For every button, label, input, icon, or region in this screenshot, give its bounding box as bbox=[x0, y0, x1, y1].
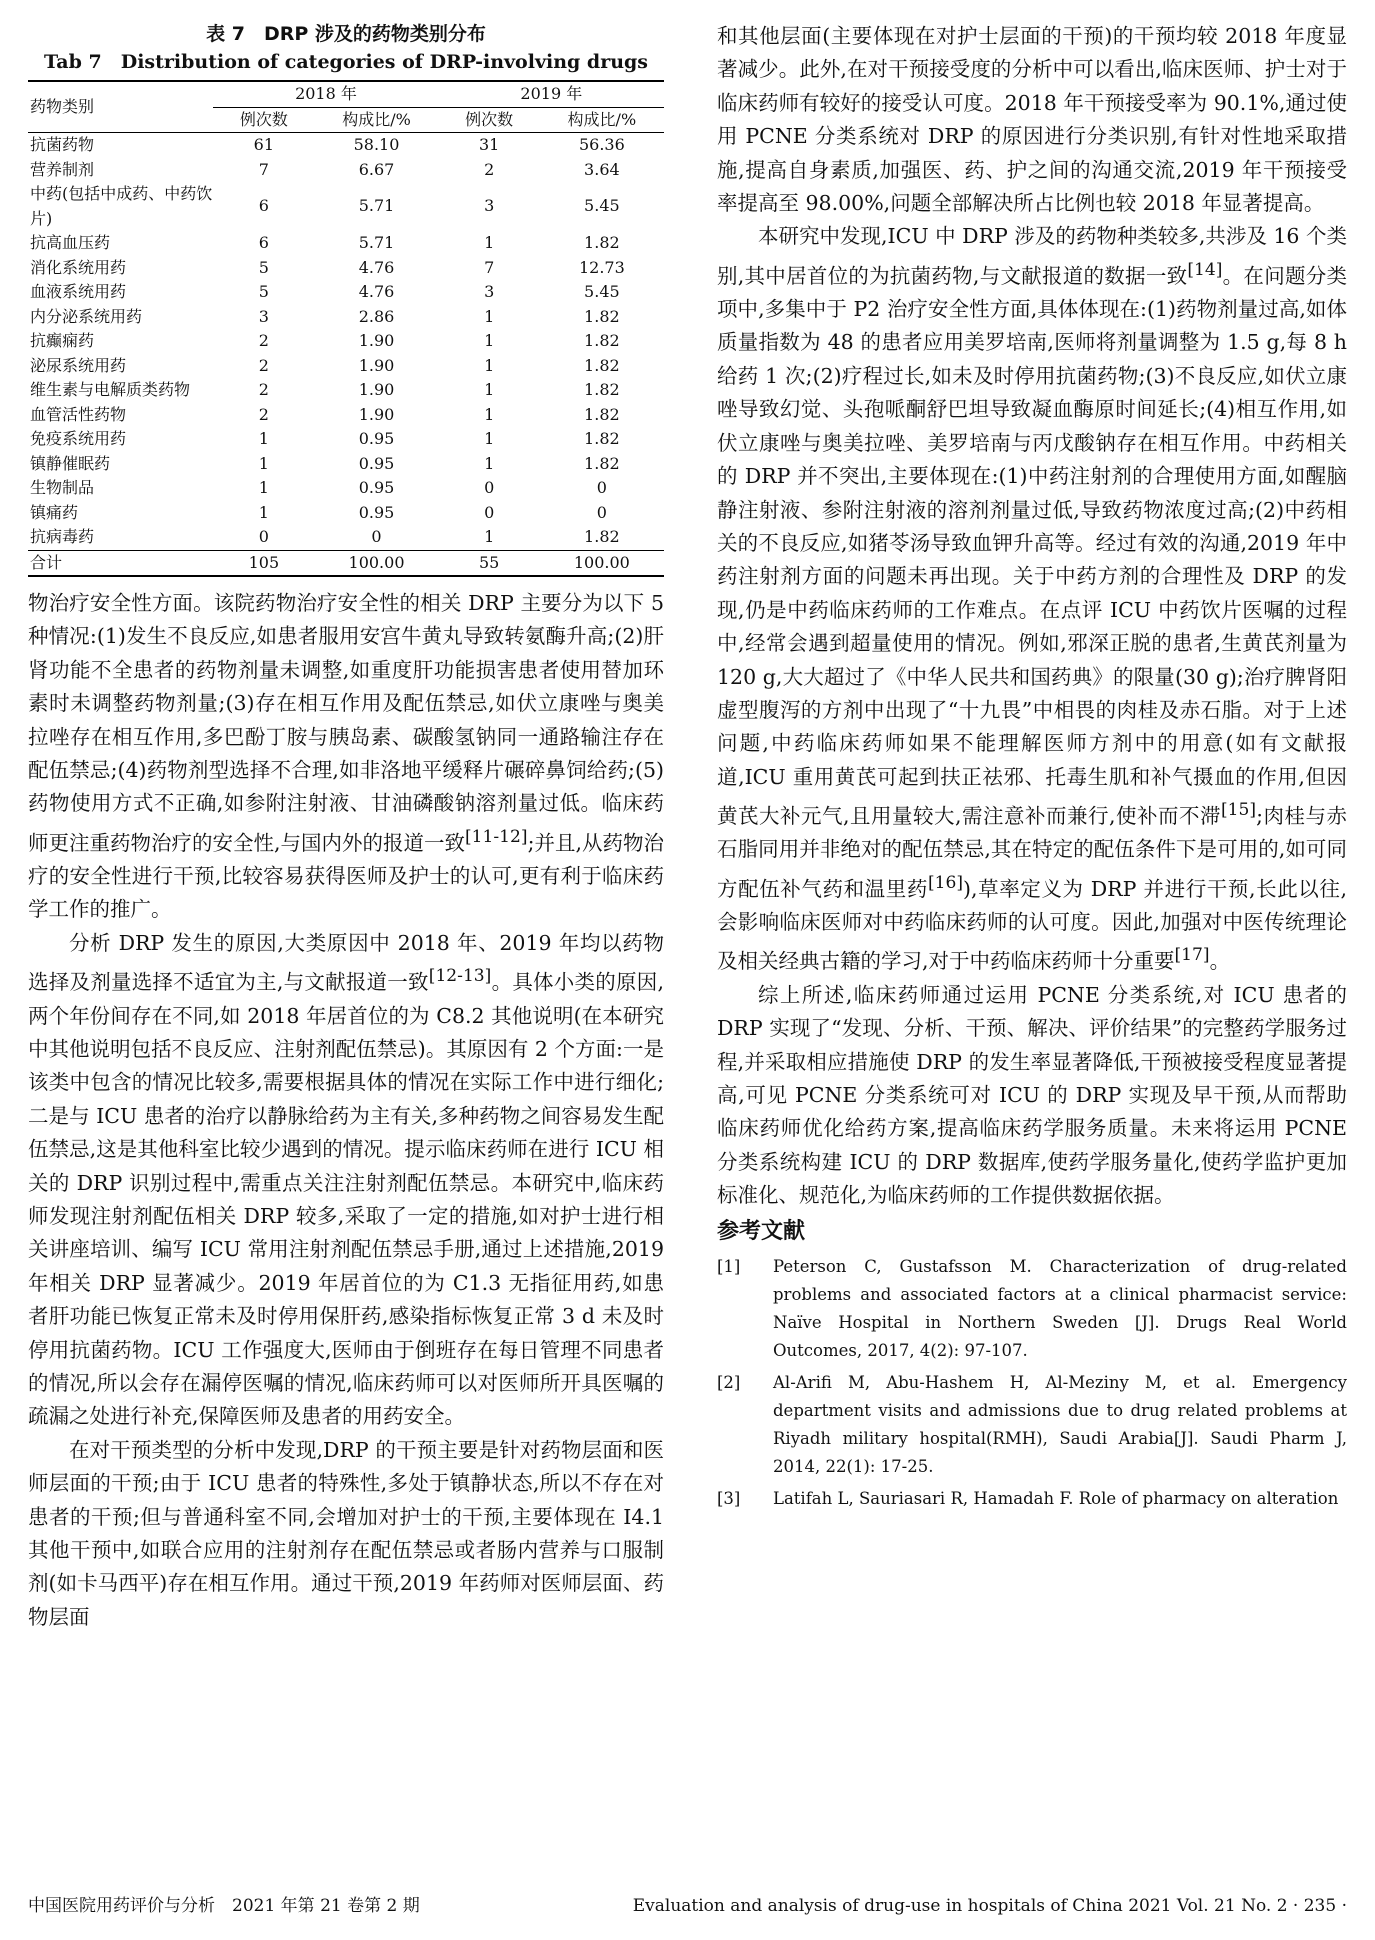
row-category: 抗菌药物 bbox=[30, 135, 95, 154]
row-ratio-2019: 1.82 bbox=[584, 306, 620, 326]
total-cases-2019: 55 bbox=[439, 550, 540, 576]
table-row bbox=[28, 182, 664, 231]
total-ratio-2019: 100.00 bbox=[540, 550, 664, 576]
year-2018-header: 2018 年 bbox=[213, 81, 438, 107]
table-row bbox=[28, 305, 664, 330]
row-ratio-2018: 5.71 bbox=[358, 196, 395, 216]
row-ratio-2019: 1.82 bbox=[584, 527, 620, 546]
row-ratio-2019: 1.82 bbox=[584, 355, 620, 375]
right-paragraph-2 bbox=[717, 220, 1347, 978]
row-cases-2019: 1 bbox=[484, 453, 495, 473]
row-ratio-2018: 1.90 bbox=[358, 380, 395, 399]
citation: [16] bbox=[927, 872, 964, 893]
row-cases-2018: 2 bbox=[258, 404, 269, 424]
col-category-header: 药物类别 bbox=[28, 81, 213, 133]
ratio-2018-header: 构成比/% bbox=[314, 107, 438, 133]
row-cases-2019: 1 bbox=[484, 355, 495, 375]
row-cases-2018: 5 bbox=[258, 282, 269, 301]
row-category: 镇静催眠药 bbox=[30, 453, 111, 473]
year-2019-header: 2019 年 bbox=[439, 81, 664, 107]
total-cases-2018: 105 bbox=[213, 550, 314, 576]
row-cases-2019: 1 bbox=[484, 404, 495, 424]
cases-2019-header: 例次数 bbox=[439, 107, 540, 133]
table-row bbox=[28, 501, 664, 526]
row-cases-2019: 1 bbox=[484, 233, 495, 252]
row-ratio-2018: 6.67 bbox=[358, 159, 395, 179]
left-column bbox=[28, 20, 664, 1634]
row-ratio-2018: 0.95 bbox=[358, 502, 395, 522]
citation: [11-12] bbox=[465, 826, 528, 847]
references-heading: 参考文献 bbox=[717, 1218, 806, 1244]
left-paragraph-3: 在对干预类型的分析中发现,DRP 的干预主要是针对药物层面和医师层面的干预;由于 ICU 患者的特殊性,多处于镇静状态,所以不存在对患者的干预;但与普通科室不同,会增加对护士的干预,主要体现在 I4.1 其他干预中,如联合应用的注射剂存在配伍禁忌或者肠内营养与口服制剂(如卡马西平)存在相互作用。通过干预,2019 年药师对医师层面、药物层面 bbox=[28, 1437, 664, 1629]
table-row bbox=[28, 378, 664, 403]
row-ratio-2019: 3.64 bbox=[584, 159, 620, 179]
row-cases-2018: 5 bbox=[258, 257, 269, 277]
row-category: 生物制品 bbox=[30, 478, 95, 497]
table-row bbox=[28, 329, 664, 354]
row-cases-2018: 7 bbox=[258, 159, 269, 179]
drug-category-table bbox=[28, 80, 664, 577]
ratio-2019-header: 构成比/% bbox=[540, 107, 664, 133]
left-p2-text: 分析 DRP 发生的原因,大类原因中 2018 年、2019 年均以药物选择及剂量选择不适宜为主,与文献报道一致 bbox=[28, 930, 664, 995]
citation: [14] bbox=[1187, 259, 1223, 280]
row-category: 抗病毒药 bbox=[30, 527, 95, 546]
row-cases-2018: 1 bbox=[258, 502, 269, 522]
row-cases-2018: 2 bbox=[258, 355, 269, 375]
row-cases-2018: 2 bbox=[258, 380, 269, 399]
table-row bbox=[28, 452, 664, 477]
left-p1-end: ;并且,从药物治疗的安全性进行干预,比较容易获得医师及护士的认可,更有利于临床药学工作的推广。 bbox=[28, 830, 665, 922]
table-row bbox=[28, 158, 664, 183]
table-row bbox=[28, 476, 664, 501]
row-category: 血管活性药物 bbox=[30, 404, 127, 424]
row-cases-2018: 3 bbox=[258, 306, 269, 326]
table-total-row bbox=[28, 550, 664, 576]
row-category: 泌尿系统用药 bbox=[30, 355, 127, 375]
total-label: 合计 bbox=[28, 550, 213, 576]
row-cases-2019: 1 bbox=[484, 331, 495, 350]
row-ratio-2019: 12.73 bbox=[578, 257, 625, 277]
row-cases-2019: 7 bbox=[484, 257, 495, 277]
reference-text: Peterson C, Gustafsson M. Characterization of drug-related problems and associated factors at a clinical pharmacist service: Naïve Hospital in Northern Sweden [J]. Drugs Real World Outcomes, 2017, 4(2): 97-107. bbox=[773, 1256, 1347, 1360]
row-category: 免疫系统用药 bbox=[30, 429, 127, 448]
left-paragraph-2 bbox=[28, 927, 664, 1434]
table-row bbox=[28, 256, 664, 281]
row-cases-2018: 6 bbox=[258, 196, 269, 216]
row-cases-2019: 3 bbox=[484, 282, 495, 301]
right-p2-end: 。 bbox=[1209, 949, 1231, 974]
table-caption-cn: 表 7 DRP 涉及的药物类别分布 bbox=[206, 23, 486, 45]
left-p2-end: 。具体小类的原因,两个年份间存在不同,如 2018 年居首位的为 C8.2 其他说明(在本研究中其他说明包括不良反应、注射剂配伍禁忌)。其原因有 2 个方面:一是该类中包含的情况比较多,需要根据具体的情况在实际工作中进行细化;二是与 ICU 患者的治疗以静脉给药为主有关,多种药物之间容易发生配伍禁忌,这是其他科室比较少遇到的情况。提示临床药师在进行 ICU 相关的 DRP 识别过程中,需重点关注注射剂配伍禁忌。本研究中,临床药师发现注射剂配伍相关 DRP 较多,采取了一定的措施,如对护士进行相关讲座培训、编写 ICU 常用注射剂配伍禁忌手册,通过上述措施,2019 年相关 DRP 显著减少。2019 年居首位的为 C1.3 无指征用药,如患者肝功能已恢复正常未及时停用保肝药,感染指标恢复正常 3 d 未及时停用抗菌药物。ICU 工作强度大,医师由于倒班存在每日管理不同患者的情况,所以会存在漏停医嘱的情况,临床药师可以对医师所开具医嘱的疏漏之处进行补充,保障医师及患者的用药安全。 bbox=[28, 970, 664, 1429]
row-cases-2019: 2 bbox=[484, 159, 495, 179]
right-paragraph-1: 和其他层面(主要体现在对护士层面的干预)的干预均较 2018 年度显著减少。此外,在对干预接受度的分析中可以看出,临床医师、护士对于临床药师有较好的接受认可度。2018 年干预接受率为 90.1%,通过使用 PCNE 分类系统对 DRP 的原因进行分类识别,有针对性地采取措施,提高自身素质,加强医、药、护之间的沟通交流,2019 年干预接受率提高至 98.00%,问题全部解决所占比例也较 2018 年显著提高。 bbox=[717, 24, 1347, 216]
row-ratio-2019: 1.82 bbox=[584, 429, 620, 448]
row-ratio-2019: 0 bbox=[596, 502, 607, 522]
row-cases-2018: 1 bbox=[258, 453, 269, 473]
right-paragraph-3: 综上所述,临床药师通过运用 PCNE 分类系统,对 ICU 患者的 DRP 实现了“发现、分析、干预、解决、评价结果”的完整药学服务过程,并采取相应措施使 DRP 的发生率显著降低,干预被接受程度显著提高,可见 PCNE 分类系统可对 ICU 的 DRP 实现及早干预,从而帮助临床药师优化给药方案,提高临床药学服务质量。未来将运用 PCNE 分类系统构建 ICU 的 DRP 数据库,使药学服务量化,使药学监护更加标准化、规范化,为临床药师的工作提供数据依据。 bbox=[717, 982, 1347, 1208]
row-cases-2019: 1 bbox=[484, 429, 495, 448]
row-cases-2019: 1 bbox=[484, 380, 495, 399]
reference-list bbox=[717, 1253, 1347, 1513]
footer-journal-cn: 中国医院用药评价与分析 2021 年第 21 卷第 2 期 bbox=[28, 1896, 420, 1916]
row-ratio-2019: 0 bbox=[596, 478, 607, 497]
row-category: 血液系统用药 bbox=[30, 282, 127, 301]
row-ratio-2018: 0.95 bbox=[358, 453, 395, 473]
row-category: 中药(包括中成药、中药饮片) bbox=[30, 184, 213, 228]
citation: [12-13] bbox=[428, 966, 492, 987]
table-body bbox=[28, 133, 664, 551]
reference-text: Al-Arifi M, Abu-Hashem H, Al-Meziny M, et al. Emergency department visits and admissions due to drug related problems at Riyadh military hospital(RMH), Saudi Arabia[J]. Saudi Pharm J, 2014, 22(1): 17-25. bbox=[773, 1372, 1347, 1476]
right-p2-mid2: ;肉桂与赤石脂同用并非绝对的配伍禁忌,其在特定的配伍条件下是可用的,如可同方配伍补气药和温里药 bbox=[717, 804, 1347, 901]
cases-2018-header: 例次数 bbox=[213, 107, 314, 133]
citation: [17] bbox=[1174, 945, 1210, 966]
table-row bbox=[28, 280, 664, 305]
reference-text: Latifah L, Sauriasari R, Hamadah F. Role of pharmacy on alteration bbox=[773, 1488, 1339, 1508]
row-ratio-2018: 1.90 bbox=[358, 331, 395, 350]
row-cases-2019: 0 bbox=[484, 478, 495, 497]
row-category: 镇痛药 bbox=[30, 502, 79, 522]
row-category: 营养制剂 bbox=[30, 159, 95, 179]
row-cases-2019: 1 bbox=[484, 527, 495, 546]
row-ratio-2018: 4.76 bbox=[358, 257, 395, 277]
row-cases-2018: 6 bbox=[258, 233, 269, 252]
row-category: 内分泌系统用药 bbox=[30, 306, 143, 326]
table-row bbox=[28, 403, 664, 428]
row-category: 抗高血压药 bbox=[30, 233, 111, 252]
row-ratio-2019: 1.82 bbox=[584, 331, 620, 350]
right-column bbox=[717, 20, 1347, 1513]
row-category: 消化系统用药 bbox=[30, 257, 127, 277]
right-p2-text: 本研究中发现,ICU 中 DRP 涉及的药物种类较多,共涉及 16 个类别,其中居首位的为抗菌药物,与文献报道的数据一致 bbox=[717, 224, 1347, 288]
row-ratio-2019: 5.45 bbox=[584, 196, 620, 216]
table-row bbox=[28, 231, 664, 256]
reference-number: [3] bbox=[717, 1488, 741, 1508]
right-p2-mid: 。在问题分类项中,多集中于 P2 治疗安全性方面,具体体现在:(1)药物剂量过高,如体质量指数为 48 的患者应用美罗培南,医师将剂量调整为 1.5 g,每 8 h 给药 1 次;(2)疗程过长,如未及时停用抗菌药物;(3)不良反应,如伏立康唑导致幻觉、头孢哌酮舒巴坦导致凝血酶原时间延长;(4)相互作用,如伏立康唑与奥美拉唑、美罗培南与丙戊酸钠存在相互作用。中药相关的 DRP 并不突出,主要体现在:(1)中药注射剂的合理使用方面,如醒脑静注射液、参附注射液的溶剂剂量过低,导致药物浓度过高;(2)中药相关的不良反应,如猪苓汤导致血钾升高等。经过有效的沟通,2019 年中药注射剂方面的问题未再出现。关于中药方剂的合理性及 DRP 的发现,仍是中药临床药师的工作难点。在点评 ICU 中药饮片医嘱的过程中,经常会遇到超量使用的情况。例如,邪深正脱的患者,生黄芪剂量为 120 g,大大超过了《中华人民共和国药典》的限量(30 g);治疗脾肾阳虚型腹泻的方剂中出现了“十九畏”中相畏的肉桂及赤石脂。对于上述问题,中药临床药师如果不能理解医师方剂中的用意(如有文献报道,ICU 重用黄芪可起到扶正祛邪、托毒生肌和补气摄血的作用,但因黄芪大补元气,且用量较大,需注意补而兼行,使补而不滞 bbox=[717, 263, 1347, 828]
table-row bbox=[28, 525, 664, 550]
row-ratio-2018: 2.86 bbox=[358, 306, 395, 326]
row-cases-2019: 1 bbox=[484, 306, 495, 326]
right-p2-mid3: ),草率定义为 DRP 并进行干预,长此以往,会影响临床医师对中药临床药师的认可度。因此,加强对中医传统理论及相关经典古籍的学习,对于中药临床药师十分重要 bbox=[717, 876, 1348, 974]
row-cases-2018: 61 bbox=[253, 135, 275, 154]
citation: [15] bbox=[1221, 800, 1257, 821]
row-ratio-2019: 1.82 bbox=[584, 404, 620, 424]
row-ratio-2019: 1.82 bbox=[584, 380, 620, 399]
table-row bbox=[28, 354, 664, 379]
row-ratio-2018: 58.10 bbox=[353, 135, 400, 154]
reference-number: [2] bbox=[717, 1372, 741, 1392]
row-cases-2018: 1 bbox=[258, 478, 269, 497]
row-cases-2019: 3 bbox=[484, 196, 495, 216]
reference-item bbox=[717, 1485, 1347, 1513]
row-cases-2018: 0 bbox=[258, 527, 269, 546]
row-ratio-2019: 5.45 bbox=[584, 282, 620, 301]
row-cases-2018: 2 bbox=[258, 331, 269, 350]
reference-number: [1] bbox=[717, 1256, 741, 1276]
footer-journal-en: Evaluation and analysis of drug-use in hospitals of China 2021 Vol. 21 No. 2 · 235 · bbox=[632, 1896, 1347, 1916]
row-ratio-2018: 0.95 bbox=[358, 429, 395, 448]
row-ratio-2018: 1.90 bbox=[358, 355, 395, 375]
table-row bbox=[28, 133, 664, 158]
row-ratio-2018: 4.76 bbox=[358, 282, 395, 301]
reference-item bbox=[717, 1253, 1347, 1365]
left-paragraph-1 bbox=[28, 587, 664, 927]
row-ratio-2018: 0 bbox=[371, 527, 382, 546]
row-ratio-2018: 0.95 bbox=[358, 478, 395, 497]
row-ratio-2019: 1.82 bbox=[584, 233, 620, 252]
row-category: 抗癫痫药 bbox=[30, 331, 95, 350]
row-cases-2018: 1 bbox=[258, 429, 269, 448]
total-ratio-2018: 100.00 bbox=[314, 550, 438, 576]
row-cases-2019: 31 bbox=[479, 135, 500, 154]
row-ratio-2018: 1.90 bbox=[358, 404, 395, 424]
left-p1-text: 物治疗安全性方面。该院药物治疗安全性的相关 DRP 主要分为以下 5 种情况:(1)发生不良反应,如患者服用安宫牛黄丸导致转氨酶升高;(2)肝肾功能不全患者的药物剂量未调整,如重度肝功能损害患者使用替加环素时未调整药物剂量;(3)存在相互作用及配伍禁忌,如伏立康唑与奥美拉唑存在相互作用,多巴酚丁胺与胰岛素、碳酸氢钠同一通路输注存在配伍禁忌;(4)药物剂型选择不合理,如非洛地平缓释片碾碎鼻饲给药;(5)药物使用方式不正确,如参附注射液、甘油磷酸钠溶剂量过低。临床药师更注重药物治疗的安全性,与国内外的报道一致 bbox=[28, 591, 664, 855]
table-caption-en: Tab 7 Distribution of categories of DRP-involving drugs bbox=[43, 51, 649, 73]
row-ratio-2019: 56.36 bbox=[578, 135, 625, 154]
table-row bbox=[28, 427, 664, 452]
row-ratio-2019: 1.82 bbox=[584, 453, 620, 473]
reference-item bbox=[717, 1369, 1347, 1481]
row-ratio-2018: 5.71 bbox=[358, 233, 395, 252]
row-cases-2019: 0 bbox=[484, 502, 495, 522]
row-category: 维生素与电解质类药物 bbox=[30, 380, 191, 399]
